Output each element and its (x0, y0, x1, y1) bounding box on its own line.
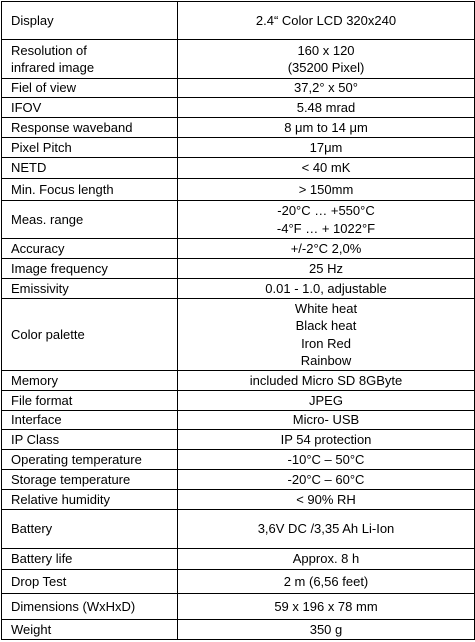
spec-label: Battery life (2, 549, 178, 570)
spec-label: Interface (2, 411, 178, 430)
spec-value: 5.48 mrad (178, 98, 475, 118)
spec-row-operating-temperature (2, 450, 475, 470)
spec-value: 2.4“ Color LCD 320x240 (178, 2, 475, 40)
spec-label: Meas. range (2, 201, 178, 239)
spec-value: 2 m (6,56 feet) (178, 570, 475, 594)
spec-row-resolution (2, 40, 475, 79)
spec-value: included Micro SD 8GByte (178, 371, 475, 391)
spec-value: +/-2°C 2,0% (178, 239, 475, 259)
spec-row-min-focus-length (2, 179, 475, 201)
spec-label: File format (2, 391, 178, 411)
spec-label: Dimensions (WxHxD) (2, 594, 178, 620)
spec-row-file-format (2, 391, 475, 411)
spec-row-interface (2, 411, 475, 430)
spec-label: Memory (2, 371, 178, 391)
spec-row-battery (2, 510, 475, 549)
spec-value: JPEG (178, 391, 475, 411)
spec-label: Image frequency (2, 259, 178, 279)
spec-row-battery-life (2, 549, 475, 570)
spec-label: Emissivity (2, 279, 178, 299)
spec-value: 0.01 - 1.0, adjustable (178, 279, 475, 299)
spec-value: 17μm (178, 138, 475, 158)
spec-row-ifov (2, 98, 475, 118)
spec-row-emissivity (2, 279, 475, 299)
spec-row-relative-humidity (2, 490, 475, 510)
spec-row-display (2, 2, 475, 40)
spec-value: -10°C – 50°C (178, 450, 475, 470)
spec-value: 350 g (178, 620, 475, 640)
spec-label: Resolution of infrared image (2, 40, 178, 79)
spec-label: Pixel Pitch (2, 138, 178, 158)
spec-row-storage-temperature (2, 470, 475, 490)
spec-label: Relative humidity (2, 490, 178, 510)
spec-row-memory (2, 371, 475, 391)
spec-row-field-of-view (2, 79, 475, 98)
spec-label: Color palette (2, 299, 178, 371)
spec-row-netd (2, 158, 475, 179)
spec-label: Min. Focus length (2, 179, 178, 201)
spec-label: Accuracy (2, 239, 178, 259)
spec-value: 59 x 196 x 78 mm (178, 594, 475, 620)
spec-label: Display (2, 2, 178, 40)
spec-label: Operating temperature (2, 450, 178, 470)
spec-row-image-frequency (2, 259, 475, 279)
spec-label: Drop Test (2, 570, 178, 594)
spec-value: IP 54 protection (178, 430, 475, 450)
spec-label: IP Class (2, 430, 178, 450)
spec-table-body (2, 2, 475, 640)
spec-label: NETD (2, 158, 178, 179)
spec-row-ip-class (2, 430, 475, 450)
spec-value: -20°C – 60°C (178, 470, 475, 490)
spec-row-drop-test (2, 570, 475, 594)
spec-row-pixel-pitch (2, 138, 475, 158)
spec-value: 160 x 120 (35200 Pixel) (178, 40, 475, 79)
spec-label: Response waveband (2, 118, 178, 138)
spec-label: IFOV (2, 98, 178, 118)
spec-value: < 90% RH (178, 490, 475, 510)
spec-row-accuracy (2, 239, 475, 259)
spec-row-color-palette (2, 299, 475, 371)
spec-value: Approx. 8 h (178, 549, 475, 570)
spec-value: 3,6V DC /3,35 Ah Li-Ion (178, 510, 475, 549)
spec-value: > 150mm (178, 179, 475, 201)
spec-row-measurement-range (2, 201, 475, 239)
spec-label: Fiel of view (2, 79, 178, 98)
spec-value: 8 μm to 14 μm (178, 118, 475, 138)
spec-row-dimensions (2, 594, 475, 620)
spec-row-weight (2, 620, 475, 640)
spec-value: < 40 mK (178, 158, 475, 179)
spec-value: 25 Hz (178, 259, 475, 279)
spec-row-response-waveband (2, 118, 475, 138)
spec-label: Battery (2, 510, 178, 549)
spec-label: Weight (2, 620, 178, 640)
spec-value: -20°C … +550°C -4°F … + 1022°F (178, 201, 475, 239)
spec-table (1, 1, 475, 640)
spec-value: Micro- USB (178, 411, 475, 430)
spec-label: Storage temperature (2, 470, 178, 490)
spec-value: 37,2° x 50° (178, 79, 475, 98)
spec-value: White heat Black heat Iron Red Rainbow (178, 299, 475, 371)
